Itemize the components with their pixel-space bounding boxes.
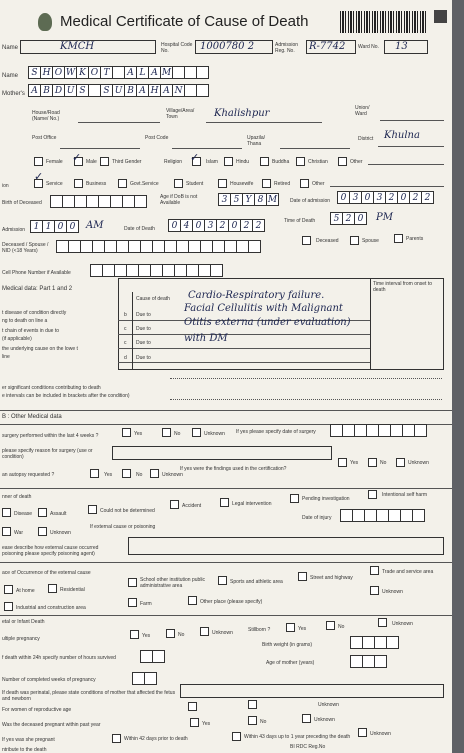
post-office-label: Post Office xyxy=(32,135,57,141)
pregnant-label: Was the deceased pregnant within past year xyxy=(2,722,101,728)
student-label: Student xyxy=(186,181,204,187)
disease-checkbox[interactable] xyxy=(2,508,11,517)
findings-no-label: No xyxy=(380,460,387,466)
accident-checkbox[interactable] xyxy=(170,500,179,509)
grid-cell[interactable] xyxy=(414,424,427,437)
multiple-unknown-checkbox[interactable] xyxy=(200,627,209,636)
cause-d-prefix: Due to xyxy=(136,355,151,361)
admission-reg-value: R-7742 xyxy=(309,41,346,52)
multiple-no-checkbox[interactable] xyxy=(166,629,175,638)
union-field[interactable] xyxy=(380,120,444,121)
housewife-label: Housewife xyxy=(230,181,254,187)
occupation-label: ion xyxy=(2,183,9,189)
third-gender-label: Third Gender xyxy=(112,159,142,165)
scan-edge xyxy=(452,0,464,753)
parents-option-label: Parents xyxy=(406,236,424,242)
weeks-label: Number of completed weeks of pregnancy xyxy=(2,677,96,683)
stillborn-unknown-checkbox[interactable] xyxy=(378,618,387,627)
student-checkbox[interactable] xyxy=(174,179,183,188)
grid-cell[interactable] xyxy=(374,655,387,668)
surgery-reason-field[interactable] xyxy=(112,446,332,460)
pregnant-yes-label: Yes xyxy=(202,721,211,727)
time-admission-suffix: AM xyxy=(86,220,104,231)
part1-line-1: t disease of condition directly xyxy=(2,310,67,316)
other-religion-field[interactable] xyxy=(368,164,444,165)
farm-label: Farm xyxy=(140,601,152,607)
other-occupation-field[interactable] xyxy=(330,186,444,187)
grid-cell[interactable] xyxy=(386,636,399,649)
other-place-label: Other place (please specify) xyxy=(200,599,263,605)
stillborn-unknown-label: Unknown xyxy=(392,621,413,627)
interval-header: Time interval from onset to death xyxy=(373,281,433,293)
village-value: Khalishpur xyxy=(214,108,270,119)
mother-age-label: Age of mother (years) xyxy=(266,660,315,666)
part2-field[interactable] xyxy=(170,378,442,400)
house-road-field[interactable] xyxy=(78,122,160,123)
manner-unknown-label: Unknown xyxy=(50,530,71,536)
pregnant-yes-checkbox[interactable] xyxy=(190,718,199,727)
autopsy-no-checkbox[interactable] xyxy=(122,469,131,478)
village-field[interactable] xyxy=(206,122,322,123)
informant-label: Deceased / Spouse / NID (<18 Years) xyxy=(2,242,49,254)
stillborn-yes-label: Yes xyxy=(298,626,307,632)
within-1-year-checkbox[interactable] xyxy=(232,732,241,741)
dob-label: Birth of Deceased xyxy=(2,200,42,206)
grid-cell[interactable]: 3 xyxy=(218,193,231,206)
grid-cell[interactable]: 2 xyxy=(252,219,265,232)
surgery-date-label: If yes please specify date of surgery xyxy=(236,429,316,435)
trade-label: Trade and service area xyxy=(382,569,434,575)
autopsy-findings-label: If yes were the findings used in the certification? xyxy=(180,466,287,472)
grid-cell[interactable]: M xyxy=(161,68,172,78)
upazila-label: Upazila/ Thana xyxy=(247,135,266,147)
grid-cell[interactable] xyxy=(196,66,209,79)
assault-checkbox[interactable] xyxy=(38,508,47,517)
residential-checkbox[interactable] xyxy=(48,584,57,593)
hours-field[interactable] xyxy=(140,650,164,663)
grid-cell[interactable]: 0 xyxy=(354,212,367,225)
house-road-label: House/Road (Name/ No.) xyxy=(32,110,60,122)
parents-checkbox[interactable] xyxy=(394,234,403,243)
multiple-yes-checkbox[interactable] xyxy=(130,630,139,639)
autopsy-unknown-checkbox[interactable] xyxy=(150,469,159,478)
injury-date-label: Date of injury xyxy=(302,515,332,521)
part1-line-2: ng to death on line a xyxy=(2,318,48,324)
cause-d-letter: d xyxy=(124,355,127,361)
part2-line-2: e intervals can be included in brackets after the condition) xyxy=(2,393,130,399)
post-code-field[interactable] xyxy=(172,148,242,149)
findings-unknown-label: Unknown xyxy=(408,460,429,466)
union-label: Union/ Ward xyxy=(355,105,370,117)
deceased-name-field[interactable] xyxy=(28,66,208,79)
govt-service-checkbox[interactable] xyxy=(118,179,127,188)
cause-header: Cause of death xyxy=(136,296,170,302)
multiple-pregnancy-label: ultiple pregnancy xyxy=(2,636,40,642)
school-checkbox[interactable] xyxy=(128,578,137,587)
ward-label: Ward No. xyxy=(358,44,379,50)
district-field[interactable] xyxy=(378,146,444,147)
part1-line-4: (if applicable) xyxy=(2,336,32,342)
upazila-field[interactable] xyxy=(280,148,350,149)
findings-yes-checkbox[interactable] xyxy=(338,458,347,467)
accident-label: Accident xyxy=(182,503,202,509)
grid-cell[interactable]: 1 xyxy=(42,220,55,233)
cause-c-text: Otitis externa (under evaluation) xyxy=(184,317,351,328)
pregnant-unknown-label: Unknown xyxy=(314,717,335,723)
grid-cell[interactable]: 5 xyxy=(330,212,343,225)
bottom-label: If yes was she pregnant xyxy=(2,737,55,743)
date-admission-label: Date of admission xyxy=(290,198,331,204)
self-harm-checkbox[interactable] xyxy=(368,490,377,499)
grid-cell[interactable]: 4 xyxy=(180,219,193,232)
stillborn-no-checkbox[interactable] xyxy=(326,621,335,630)
grid-cell[interactable]: S xyxy=(28,66,41,79)
grid-cell[interactable]: O xyxy=(52,66,65,79)
time-admission-label: Admission xyxy=(2,227,26,233)
deceased-checkbox[interactable] xyxy=(302,236,311,245)
christian-label: Christian xyxy=(308,159,328,165)
residential-label: Residential xyxy=(60,587,85,593)
grid-cell[interactable]: 0 xyxy=(192,219,205,232)
school-label: School other institution public administrative area xyxy=(140,577,206,589)
grid-cell[interactable]: 2 xyxy=(240,219,253,232)
manner-unknown-checkbox[interactable] xyxy=(38,527,47,536)
grid-cell[interactable] xyxy=(196,84,209,97)
grid-cell[interactable]: 0 xyxy=(397,191,410,204)
multiple-no-label: No xyxy=(178,632,185,638)
farm-checkbox[interactable] xyxy=(128,598,137,607)
grid-cell[interactable]: S xyxy=(100,84,113,97)
grid-cell[interactable]: S xyxy=(76,84,89,97)
grid-cell[interactable] xyxy=(134,195,147,208)
time-death-label: Time of Death xyxy=(284,218,316,224)
findings-no-checkbox[interactable] xyxy=(368,458,377,467)
pending-investigation-label: Pending investigation xyxy=(302,496,350,502)
mother-name-label: Mother's xyxy=(2,91,25,97)
check-icon: ✓ xyxy=(72,152,82,164)
part1-line-6: line xyxy=(2,354,10,360)
cause-b-letter: b xyxy=(124,312,127,318)
grid-cell[interactable]: 0 xyxy=(66,220,79,233)
deceased-option-label: Deceased xyxy=(316,238,339,244)
grid-cell[interactable]: 0 xyxy=(361,191,374,204)
autopsy-yes-checkbox[interactable] xyxy=(90,469,99,478)
contribute-label: ntribute to the death xyxy=(2,747,47,753)
undetermined-label: Could not be determined xyxy=(100,508,155,514)
surgery-no-label: No xyxy=(174,431,181,437)
industrial-checkbox[interactable] xyxy=(4,602,13,611)
reg-no-label: BI RDC Reg.No xyxy=(290,744,326,750)
buddha-checkbox[interactable] xyxy=(260,157,269,166)
spouse-checkbox[interactable] xyxy=(350,236,359,245)
sports-checkbox[interactable] xyxy=(218,576,227,585)
deceased-name-label: Name xyxy=(2,73,19,79)
timing-unknown-checkbox[interactable] xyxy=(358,728,367,737)
grid-cell[interactable]: K xyxy=(76,66,89,79)
name-label: Name xyxy=(2,45,19,51)
multiple-unknown-label: Unknown xyxy=(212,630,233,636)
grid-cell[interactable] xyxy=(152,650,165,663)
home-checkbox[interactable] xyxy=(4,585,13,594)
grid-cell[interactable]: 0 xyxy=(54,220,67,233)
birth-weight-field[interactable] xyxy=(350,636,398,649)
grid-cell[interactable]: A xyxy=(148,66,161,79)
spouse-option-label: Spouse xyxy=(362,238,379,244)
grid-cell[interactable]: 3 xyxy=(373,191,386,204)
timing-unknown-label: Unknown xyxy=(370,731,391,737)
grid-cell[interactable]: H xyxy=(148,84,161,97)
gov-logo-icon xyxy=(38,13,52,31)
age-field[interactable] xyxy=(218,193,278,206)
reproductive-label: For women of reproductive age xyxy=(2,707,72,713)
grid-cell[interactable]: M xyxy=(267,195,278,205)
injury-date-field[interactable] xyxy=(340,509,424,522)
manner-label: nner of death xyxy=(2,494,32,500)
grid-cell[interactable]: 1 xyxy=(30,220,43,233)
pregnant-unknown-checkbox[interactable] xyxy=(302,714,311,723)
grid-cell[interactable]: A xyxy=(160,84,173,97)
housewife-checkbox[interactable] xyxy=(218,179,227,188)
other-occupation-label: Other xyxy=(312,181,325,187)
hours-label: f death within 24h specify number of hours survived xyxy=(2,655,116,661)
grid-cell[interactable]: B xyxy=(124,84,137,97)
grid-cell[interactable]: 5 xyxy=(230,193,243,206)
war-label: War xyxy=(14,530,23,536)
grid-cell[interactable]: 2 xyxy=(409,191,422,204)
grid-cell[interactable]: 3 xyxy=(204,219,217,232)
hospital-code-label: Hospital Code No. xyxy=(161,42,193,54)
cause-c2-letter: c xyxy=(124,340,127,346)
grid-cell[interactable]: D xyxy=(52,84,65,97)
industrial-label: Industrial and construction area xyxy=(16,605,86,611)
weeks-field[interactable] xyxy=(132,672,156,685)
grid-cell[interactable]: T xyxy=(100,66,113,79)
assault-label: Assault xyxy=(50,511,67,517)
autopsy-no-label: No xyxy=(136,472,143,478)
surgery-yes-label: Yes xyxy=(134,431,143,437)
grid-cell[interactable] xyxy=(248,240,261,253)
place-unknown-label: Unknown xyxy=(382,589,403,595)
barcode xyxy=(340,11,426,33)
grid-cell[interactable]: 0 xyxy=(337,191,350,204)
retired-checkbox[interactable] xyxy=(262,179,271,188)
hospital-code-value: 1000780 2 xyxy=(200,41,255,52)
male-label: Male xyxy=(86,159,97,165)
district-label: District xyxy=(358,136,374,142)
cause-c-letter: c xyxy=(124,326,127,332)
grid-cell[interactable]: 2 xyxy=(342,212,355,225)
age-label: Age if DoB is not Available xyxy=(160,194,198,206)
hindu-label: Hindu xyxy=(236,159,250,165)
grid-cell[interactable]: 0 xyxy=(228,219,241,232)
multiple-yes-label: Yes xyxy=(142,633,151,639)
part1-line-3: t chain of events in due to xyxy=(2,328,59,334)
post-office-field[interactable] xyxy=(60,148,140,149)
street-label: Street and highway xyxy=(310,575,353,581)
religion-label: Religion xyxy=(164,159,183,165)
trade-checkbox[interactable] xyxy=(370,566,379,575)
mother-name-field[interactable] xyxy=(28,84,208,97)
buddha-label: Buddha xyxy=(272,159,290,165)
war-checkbox[interactable] xyxy=(2,527,11,536)
business-label: Business xyxy=(86,181,107,187)
cause-c2-text: with DM xyxy=(184,333,228,344)
reproductive-no-checkbox[interactable] xyxy=(248,700,257,709)
part2-line-1: er significant conditions contributing to death xyxy=(2,385,101,391)
place-unknown-checkbox[interactable] xyxy=(370,586,379,595)
medical-data-label: Medical data: Part 1 and 2 xyxy=(2,286,73,292)
reproductive-yes-checkbox[interactable] xyxy=(188,702,197,711)
pregnant-no-label: No xyxy=(260,719,267,725)
part1-line-5: the underlying cause on the lowe t xyxy=(2,346,78,352)
informant-nid-field[interactable] xyxy=(56,240,260,253)
self-harm-label: Intentional self harm xyxy=(382,492,428,498)
cause-c-prefix: Due to xyxy=(136,326,151,332)
grid-cell[interactable] xyxy=(412,509,425,522)
grid-cell[interactable] xyxy=(144,672,157,685)
legal-intervention-label: Legal intervention xyxy=(232,501,272,507)
within-42-days-label: Within 42 days prior to death xyxy=(124,736,188,742)
date-death-field[interactable] xyxy=(168,219,264,232)
other-occupation-checkbox[interactable] xyxy=(300,179,309,188)
third-gender-checkbox[interactable] xyxy=(100,157,109,166)
surgery-unknown-label: Unknown xyxy=(204,431,225,437)
grid-cell[interactable]: W xyxy=(65,68,76,78)
surgery-unknown-checkbox[interactable] xyxy=(192,428,201,437)
autopsy-yes-label: Yes xyxy=(104,472,113,478)
grid-cell[interactable]: N xyxy=(172,84,185,97)
female-label: Female xyxy=(46,159,63,165)
surgery-no-checkbox[interactable] xyxy=(162,428,171,437)
grid-cell[interactable]: O xyxy=(88,66,101,79)
grid-cell[interactable]: U xyxy=(112,84,125,97)
hindu-checkbox[interactable] xyxy=(224,157,233,166)
service-label: Service xyxy=(46,181,63,187)
other-place-checkbox[interactable] xyxy=(188,596,197,605)
date-death-label: Date of Death xyxy=(124,226,155,232)
findings-yes-label: Yes xyxy=(350,460,359,466)
external-describe-label: ease describe how external cause occurred poisoning please specify poisoning agent) xyxy=(2,545,99,557)
home-label: At home xyxy=(16,588,35,594)
street-checkbox[interactable] xyxy=(298,572,307,581)
disease-label: Disease xyxy=(14,511,33,517)
date-admission-field[interactable] xyxy=(337,191,433,204)
within-42-days-checkbox[interactable] xyxy=(112,734,121,743)
time-admission-field[interactable] xyxy=(30,220,78,233)
grid-cell[interactable]: A xyxy=(124,66,137,79)
surgery-reason-label: please specify reason for surgery (use or condition) xyxy=(2,448,93,460)
stillborn-no-label: No xyxy=(338,624,345,630)
sports-label: Sports and athletic area xyxy=(230,579,283,585)
autopsy-unknown-label: Unknown xyxy=(162,472,183,478)
grid-cell[interactable]: 2 xyxy=(216,219,229,232)
grid-cell[interactable] xyxy=(210,264,223,277)
surgery-yes-checkbox[interactable] xyxy=(122,428,131,437)
time-death-field[interactable] xyxy=(330,212,366,225)
stillborn-label: Stillborn ? xyxy=(248,627,271,633)
islam-label: Islam xyxy=(206,159,218,165)
district-value: Khulna xyxy=(384,130,420,141)
grid-cell[interactable]: A xyxy=(136,84,149,97)
ward-value: 13 xyxy=(395,41,408,52)
business-checkbox[interactable] xyxy=(74,179,83,188)
page-title: Medical Certificate of Cause of Death xyxy=(60,13,309,30)
pregnant-no-checkbox[interactable] xyxy=(248,716,257,725)
cause-b-prefix: Due to xyxy=(136,312,151,318)
place-label: ace of Occurrence of the external cause xyxy=(2,570,91,576)
cause-b-text: Facial Cellulitis with Malignant xyxy=(184,303,343,314)
fetal-label: etal or Infant Death xyxy=(2,619,45,625)
check-icon: ✓ xyxy=(190,152,200,164)
female-checkbox[interactable] xyxy=(34,157,43,166)
birth-weight-label: Birth weight (in grams) xyxy=(262,642,313,648)
grid-cell[interactable]: 2 xyxy=(385,191,398,204)
christian-checkbox[interactable] xyxy=(296,157,305,166)
grid-cell[interactable]: B xyxy=(40,84,53,97)
check-icon: ✓ xyxy=(34,171,44,183)
grid-cell[interactable]: H xyxy=(40,66,53,79)
grid-cell[interactable]: Y xyxy=(242,193,255,206)
grid-cell[interactable]: 0 xyxy=(168,219,181,232)
dob-field[interactable] xyxy=(50,195,146,208)
perinatal-field[interactable] xyxy=(180,684,444,698)
cause-a-text: Cardio-Respiratory failure. xyxy=(188,290,325,301)
phone-label: Cell Phone Number if Available xyxy=(2,270,71,276)
grid-cell[interactable]: 3 xyxy=(349,191,362,204)
cause-c2-prefix: Due to xyxy=(136,340,151,346)
retired-label: Retired xyxy=(274,181,291,187)
other-religion-checkbox[interactable] xyxy=(338,157,347,166)
perinatal-label: If death was perinatal, please state conditions of mother that affected the fetus and newborn xyxy=(2,690,176,702)
reproductive-unknown-label: Unknown xyxy=(318,702,339,708)
surgery-question: surgery performed within the last 4 weeks ? xyxy=(2,433,99,439)
other-religion-label: Other xyxy=(350,159,363,165)
village-label: Village/Area/ Town xyxy=(166,108,195,120)
mother-age-field[interactable] xyxy=(350,655,386,668)
phone-field[interactable] xyxy=(90,264,222,277)
surgery-date-field[interactable] xyxy=(330,424,426,437)
external-describe-field[interactable] xyxy=(128,537,444,555)
grid-cell[interactable]: 2 xyxy=(421,191,434,204)
admission-reg-label: Admission Reg. No. xyxy=(275,42,299,54)
within-1-year-label: Within 43 days up to 1 year preceding the death xyxy=(244,734,351,740)
name-value: KMCH xyxy=(60,41,95,52)
undetermined-checkbox[interactable] xyxy=(88,505,97,514)
part-b-label: B : Other Medical data xyxy=(2,414,62,420)
pending-investigation-checkbox[interactable] xyxy=(290,494,299,503)
legal-intervention-checkbox[interactable] xyxy=(220,498,229,507)
qr-code-icon xyxy=(434,10,447,23)
external-label: If external cause or poisoning xyxy=(90,524,156,530)
time-death-suffix: PM xyxy=(376,212,393,223)
grid-cell[interactable]: A xyxy=(28,84,41,97)
govt-service-label: Govt.Service xyxy=(130,181,159,187)
stillborn-yes-checkbox[interactable] xyxy=(286,623,295,632)
autopsy-question: an autopsy requested ? xyxy=(2,472,55,478)
grid-cell[interactable]: L xyxy=(136,66,149,79)
post-code-label: Post Code xyxy=(145,135,169,141)
grid-cell[interactable]: U xyxy=(64,84,77,97)
findings-unknown-checkbox[interactable] xyxy=(396,458,405,467)
grid-cell[interactable]: 8 xyxy=(254,193,267,206)
